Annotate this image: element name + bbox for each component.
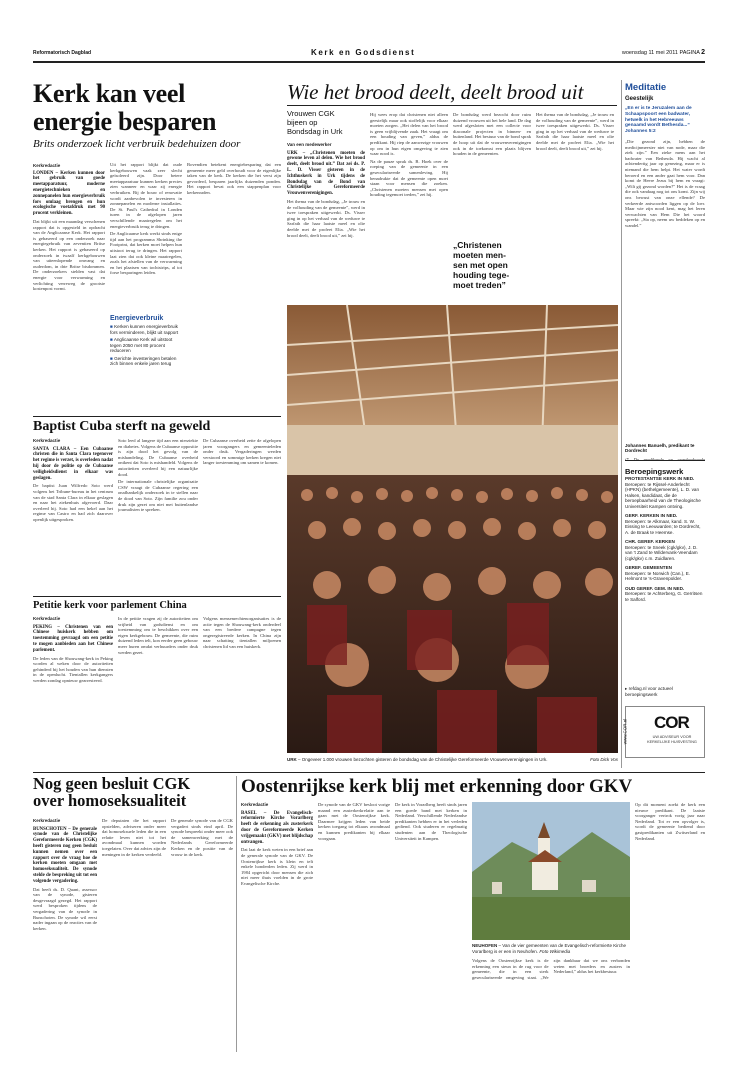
bullet-icon: ■ — [110, 324, 115, 329]
cor-ad-logo: COR — [654, 713, 689, 732]
energy-box-item — [110, 337, 182, 354]
energy-title — [33, 80, 281, 136]
sidebar-divider — [621, 80, 622, 768]
austria-caption-label: NEUHOFEN — [472, 943, 498, 948]
cgk-col3 — [171, 818, 233, 1048]
urk-lead: URK – „Christenen moeten de gewone leven al delen. Wie het brood deelt, deelt brood uit.” Dat zei ds. P. L. D. Visser gisteren in de Ichthuskerk in Urk tijdens de Bondsdag van de Bond van Christelijke Gereformeerde Vrouwenverenigingen. — [287, 150, 365, 197]
cgk-tag: Kerkredactie — [33, 818, 61, 823]
cgk-lead: BUNSCHOTEN – De generale synode van de Christelijke Gereformeerde Kerken (CGK) heeft gisteren nog geen besluit kunnen nemen over een rapport over de vraag hoe de kerken moeten omgaan met homoseksualiteit. De synode stelde de bespreking uit tot een volgende vergadering. — [33, 826, 97, 884]
energy-box-item — [110, 356, 182, 367]
cgk-divider — [236, 776, 237, 1052]
energy-box — [110, 315, 281, 375]
china-top-rule — [33, 596, 281, 597]
energy-body2: Uit het rapport blijkt dat oude kerkgebouwen vaak zeer slecht geïsoleerd zijn. Door betere meetapparatuur kunnen kerken precies zien wanneer en waar zij energie verbruiken. Bij de bouw of renovatie wordt aanbevolen te investeren in zonnepanelen en moderne installaties. De St. Paul's Cathedral in Londen turen in de afgelopen jaren verschillende maatregelen om het energieverbruik terug te dringen. — [110, 162, 182, 229]
beroepingswerk-text: Beroepen: te Alkmaar, kand. S. W. Eissing te Leeuwarden; te Dordrecht, A. de Braak te Heemse. — [625, 518, 701, 535]
beroepingswerk-denom: OUD GEREF. GEM. IN NED. — [625, 585, 685, 591]
urk-standfirst — [287, 109, 362, 136]
austria-col4 — [472, 958, 630, 1048]
page-label: PAGINA — [679, 50, 700, 56]
cgk-col2 — [102, 818, 166, 1048]
austria-body5: Op dit moment zoekt de kerk een nieuwe predikant. De laatste voorganger vertrok vorig jaar naar Nederland. Tot er een opvolger is, wordt de gemeente bediend door gastpredikanten uit Zwitserland en Nederland. — [635, 802, 705, 841]
austria-col3 — [395, 802, 467, 1048]
china-body1: De leden van de Shouwang-kerk in Peking worden al weken door de autoriteiten gehinderd bij het houden van hun diensten in de openlucht. Tientallen kerkgangers werden zondag opnieuw gearresteerd. — [33, 655, 113, 683]
pull-quote-line3: sen met open — [453, 260, 508, 270]
austria-lead: BASEL – De Evangelisch-reformierte Kirche Vorarlberg heeft de erkenning als zusterkerk door de Gereformeerde Kerken vrijgemaakt (GKV) met blijdschap ontvangen. — [241, 810, 313, 845]
page-date — [622, 49, 705, 56]
masthead — [33, 47, 705, 59]
energy-box-title: Energieverbruik — [110, 315, 164, 322]
austria-body4: Volgens de Oostenrijkse kerk is de erkenning een steun in de rug voor de gemeente, die in een sterk geseculariseerde omgeving staat. „We zijn dankbaar dat we ons verbonden weten met broeders en zusters in Nederland,” aldus het kerkbestuur. — [472, 958, 630, 980]
austria-body2: De synode van de GKV besloot vorige maand een zusterkerkrelatie aan te gaan met de Oostenrijkse kerk. Daarmee krijgen leden van beide kerken toegang tot elkaars avondmaal en kunnen predikanten bij elkaar voorgaan. — [318, 802, 390, 841]
austria-photo-image — [472, 802, 630, 940]
cgk-title — [33, 775, 233, 809]
china-title: Petitie kerk voor parlement China — [33, 600, 187, 611]
austria-title: Oostenrijkse kerk blij met erkenning door GKV — [241, 776, 633, 797]
cuba-body2: Soto leed al langere tijd aan een nierziekte en diabetes. Volgens de Cubaanse oppositie is zijn dood het gevolg van de mishandeling. De Cubaanse overheid ontkent dat Soto is mishandeld. Volgens de autoriteiten overleed hij een natuurlijke dood. — [118, 438, 198, 477]
beroepingswerk-item — [625, 565, 705, 582]
beroepingswerk-denom: GEREF. GEMEENTEN — [625, 565, 672, 570]
meditatie-author: Johannes Banuelh, predikant te Dordrecht — [625, 442, 695, 453]
meditatie-subhead: Geestelijk — [625, 96, 654, 102]
pull-quote-line1: „Christenen — [453, 240, 502, 250]
urk-standfirst-line2: bijeen op — [287, 118, 318, 127]
cuba-tag: Kerkredactie — [33, 438, 61, 443]
beroepingswerk-text: Beroepen: te Sneek (cgk/gkv), J. D. van 't Zand te Wildervank-Veendam (cgk/gkv) c.m. Zuidlaren. — [625, 544, 698, 561]
energy-col3 — [187, 162, 281, 312]
cor-ad-url: www.COR.nl — [622, 718, 628, 745]
china-tag: Kerkredactie — [33, 616, 61, 621]
beroepingswerk-denom: CHR. GEREF. KERKEN — [625, 539, 675, 544]
beroepingswerk-text: Beroepen: te Achterberg, G. Gerritsen te Salford. — [625, 591, 703, 602]
urk-col1 — [287, 142, 365, 297]
meditatie-quote: „En er is te Jeruzalem aan de Schaapspoort een badwater, hetwelk in het Hebreeuws genaamd wordt Bethesda...” Johannes 5:2 — [625, 106, 692, 135]
urk-title-rule — [287, 105, 617, 106]
energy-box-item — [110, 324, 182, 335]
energy-tag: Kerkredactie — [33, 163, 61, 168]
beroepingswerk-text: Beroepen: te Rijssel-Anderlecht (HPKN) (bethelgemeente), L. D. van Halsen, kandidaat, die de beroepbaarheid van de Theologische Universiteit Kampen ontving. — [625, 481, 701, 509]
meditatie-head: Meditatie — [625, 82, 667, 93]
urk-body4: De bondsdag werd bezocht door ruim duizend vrouwen uit het hele land. De dag werd afgesloten met een collecte voor diaconale projecten in binnen- en buitenland. Het bestuur van de bond sprak de hoop uit dat de vrouwenverenigingen ook in de toekomst een plaats blijven houden in de gemeenten. — [453, 112, 531, 157]
cuba-body3: De internationale christelijke organisatie CSW vraagt de Cubaanse regering een onafhankelijk onderzoek in te stellen naar de dood van Soto. Zijn familie zou onder druk zijn gezet om niet met buitenlandse journalisten te spreken. — [118, 479, 198, 513]
cuba-col2 — [118, 438, 198, 588]
header-rule — [33, 61, 705, 63]
urk-tag: Van een medewerker — [287, 142, 332, 147]
urk-body3: Na de pauze sprak ds. B. Hoek over de roeping van de gemeente in een geseculariseerde samenleving. Hij benadrukte dat de gemeente open moet staan voor mensen die zoeken. „Christenen moeten mensen met open houding tegemoet treden,” zei hij. — [370, 158, 448, 198]
urk-caption-label: URK — [287, 757, 297, 762]
beroepingswerk-item — [625, 586, 705, 603]
china-col1 — [33, 616, 113, 764]
cuba-body4: De Cubaanse overheid zette de afgelopen jaren voorgangers en gemeenteleden onder druk. Vergaderingen werden verstoord en sommige kerken kregen niet langer toestemming om samen te komen. — [203, 438, 281, 466]
pull-quote-line5: moet treden” — [453, 280, 506, 290]
meditatie-body: „Die gezond zijn, hebben de medicijnmeester niet van node, maar die ziek zijn.” Een zieke mens aan het badwater van Bethesda. Hij wacht al achtendertig jaar op genezing, maar er is niemand die hem helpt. Het water wordt beroerd en een ander gaat hem voor. Dan komt de Heere Jezus bij hem en vraagt: „Wilt gij gezond worden?” Het is de vraag die ook vandaag nog tot ons komt. Zijn wij ons bewust van onze ellende? De verkeerde antwoorden liggen op de loer. Maar wie zijn nood kent, mag het leren verwachten van Hem Die het woord spreekt: „Sta op, neem uw beddeken op en wandel.” — [625, 138, 705, 228]
energy-box-item-text: Anglicaanse Kerk wil uitstoot tegen 2050 met 80 procent reduceren — [110, 337, 173, 353]
beroepingswerk-denom: PROTESTANTSE KERK IN NED. — [625, 476, 695, 481]
urk-photo-credit: Foto Dick Vos — [590, 757, 618, 762]
austria-photo — [472, 802, 630, 940]
date-text: woensdag 11 mei 2011 — [621, 50, 678, 56]
austria-col1 — [241, 802, 313, 1048]
energy-title-line1: Kerk kan veel — [33, 79, 186, 108]
energy-box-item-text: Gerichte investeringen betalen zich binnen enkele jaren terug — [110, 355, 177, 366]
urk-body5: Het thema van de bondsdag, „Je trouw en de volhouding van de gemeente”, werd in twee toespraken uitgewerkt. Ds. Visser ging in op het verhaal van de weduwe te Sarfath die haar laatste meel en olie deelde met de profeet Elia. „Wie het brood deelt, deelt brood uit,” zei hij. — [536, 112, 614, 151]
beroepingswerk-text: Beroepen: te Norwich (Can.), E. Helmont te 's-Gravenpolder. — [625, 570, 691, 581]
china-col3 — [203, 616, 281, 764]
beroepingswerk-header — [625, 460, 705, 476]
energy-title-line2: energie besparen — [33, 107, 217, 136]
energy-box-list — [110, 324, 182, 367]
cor-ad[interactable] — [622, 706, 705, 758]
urk-photo-image — [287, 305, 618, 753]
beroepingswerk-item — [625, 513, 705, 535]
beroepingswerk-head: Beroepingswerk — [625, 467, 684, 476]
link-icon: ▸ — [625, 686, 629, 691]
china-col2 — [118, 616, 198, 764]
beroepingswerk — [622, 460, 705, 760]
urk-title: Wie het brood deelt, deelt brood uit — [287, 80, 584, 104]
austria-tag: Kerkredactie — [241, 802, 269, 807]
meditatie — [625, 82, 705, 522]
urk-body1: Het thema van de bondsdag, „Je trouw en de volhouding van de gemeente”, werd in twee toespraken uitgewerkt. Ds. Visser ging in op het verhaal van de weduwe te Sarfath die haar laatste meel en olie deelde met de profeet Elia. „Wie het brood deelt, deelt brood uit,” zei hij. — [287, 198, 365, 238]
cuba-body1: De baptist Juan Wilfredo Soto werd volgens het Tribune-bureau in het centrum van de stad Santa Clara in elkaar geslagen en naar het ziekenhuis afgevoerd. Daar overleed hij. Soto had een hekel aan het regime van Castro en had zich daarover openlijk uitgesproken. — [33, 483, 113, 522]
page-number: 2 — [701, 49, 705, 56]
cuba-top-rule — [33, 416, 281, 417]
cgk-title-line2: over homoseksualiteit — [33, 791, 187, 810]
pull-quote-line2: moeten men- — [453, 250, 506, 260]
cuba-lead: SANTA CLARA – Een Cubaanse christen die in Santa Clara tegenover het regime is verzet, is overleden nadat hij door de politie op de Cubaanse veiligheidsdienst in elkaar was geslagen. — [33, 446, 113, 481]
urk-caption — [287, 757, 618, 763]
energy-col1 — [33, 157, 105, 377]
cuba-col3 — [203, 438, 281, 588]
cgk-title-line1: Nog geen besluit CGK — [33, 774, 191, 793]
bullet-icon: ■ — [110, 337, 114, 342]
paper-name: Reformatorisch Dagblad — [33, 50, 92, 56]
energy-body3: De Anglicaanse kerk werkt sinds enige tijd aan het programma Shrinking the Footprint, dat kerken moet helpen hun uitstoot terug te dringen. Het rapport laat zien dat ook kleine maatregelen, zoals het afstellen van de verwarming en het plaatsen van tochtstrips, al tot forse besparingen leiden. — [110, 231, 182, 276]
austria-caption — [472, 943, 630, 954]
energy-body4: Bovendien betekent energiebesparing dat een gemeente meer geld overhoudt voor de eigenlijke taken van de kerk. De kerken die het verst zijn gevorderd, besparen jaarlijks duizenden ponden. Het rapport bevat ook een stappenplan voor kerkenraden. — [187, 162, 281, 195]
austria-col5 — [635, 802, 705, 1048]
china-lead: PEKING – Christenen van een Chinese huiskerk hebben om toestemming gevraagd om een petitie te mogen aanbieden aan het Chinese parlement. — [33, 624, 113, 653]
austria-photo-credit: Foto Wikimedia — [539, 948, 571, 954]
energy-body1: Dat blijkt uit een maandag verschenen rapport dat is opgesteld in opdracht van de Anglicaanse Kerk. Het rapport is gebaseerd op een onderzoek naar energiegebruik van zeventien Britse kerken. Het rapport is gebaseerd op onderzoek in twaalf kerkgebouwen van uiteenlopende omvang en ouderdom, in drie Britse bisdommen. De onderzoekers stelden vast dat energie voor verwarming en verlichting verreweg de grootste kostenpost vormt. — [33, 218, 105, 292]
cgk-col1 — [33, 818, 97, 1048]
urk-standfirst-line3: Bondsdag in Urk — [287, 127, 343, 136]
urk-caption-text: – Ongeveer 1.000 vrouwen bezochten gisteren de bondsdag van de Christelijke Gereformeerde Vrouwenverenigingen in Urk. — [298, 757, 548, 762]
cuba-col1 — [33, 438, 113, 588]
beroepingswerk-link-text: refdag.nl voor actueel beroepingswerk — [625, 686, 673, 697]
austria-body1: Dat laat de kerk weten in een brief aan de generale synode van de GKV. De Oostenrijkse kerk is klein en telt enkele honderden leden. Zij werd in 1984 opgericht door mensen die zich niet meer thuis voelden in de grote Evangelische Kirche. — [241, 847, 313, 886]
cgk-body1: Dat heeft ds. D. Quant, assessor van de synode, gisteren desgevraagd gezegd. Het rapport werd besproken tijdens de vergadering van de synode in Bunschoten. De synode wil eerst nader ingaan op de reacties van de kerken. — [33, 886, 97, 931]
beroepingswerk-item — [625, 476, 705, 509]
cgk-body3: De generale synode van de CGK vergadert sinds eind april. De synode bespreekt onder meer ook de samenwerking met de Nederlands Gereformeerde Kerken en de positie van de vrouw in de kerk. — [171, 818, 233, 857]
bullet-icon: ■ — [110, 355, 115, 361]
beroepingswerk-link[interactable] — [625, 686, 705, 697]
beroepingswerk-item — [625, 539, 705, 561]
cor-ad-tagline: UW ADVISEUR VOOR KERKELIJKE HUISVESTING — [647, 735, 697, 744]
urk-col4 — [536, 112, 614, 297]
urk-photo — [287, 305, 618, 753]
china-body3: Volgens mensenrechtenorganisaties is de actie tegen de Shouwang-kerk onderdeel van een bredere campagne tegen ongeregistreerde kerken. In China zijn naar schatting tientallen miljoenen christenen lid van een huiskerk. — [203, 616, 281, 649]
energy-subtitle: Brits onderzoek licht verbruik bedehuizen door — [33, 138, 241, 150]
austria-body3: De kerk in Vorarlberg heeft sinds jaren een goede band met kerken in Nederland. Verschillende Nederlandse predikanten hebben er in het verleden gediend. Ook studeren er regelmatig studenten aan de Theologische Universiteit in Kampen. — [395, 802, 467, 841]
energy-lead: LONDEN – Kerken kunnen door het gebruik van goede meetapparatuur, moderne energietechnieken en zonnepanelen hun energieverbruik fors omlaag brengen en hun ecologische voetafdruk met 90 procent verkleinen. — [33, 170, 105, 217]
cuba-title: Baptist Cuba sterft na geweld — [33, 419, 211, 434]
austria-col2 — [318, 802, 390, 1048]
austria-caption-text: – Van de vier gemeenten van de Evangelisch-reformierte Kirche Vorarlberg is er een in Neuhofen. — [472, 943, 627, 954]
cgk-body2: De deputaten die het rapport opstelden, adviseren onder meer dat homoseksuele leden die in een relatie leven niet tot het avondmaal kunnen worden toegelaten. Over dat advies zijn de meningen in de kerken verdeeld. — [102, 818, 166, 857]
section-title: Kerk en Godsdienst — [311, 48, 416, 57]
urk-col2 — [370, 112, 448, 297]
urk-body2: Hij wees erop dat christenen niet alleen geestelijk maar ook stoffelijk voor elkaar moeten zorgen. „Het delen van het brood is geen vrijblijvende zaak. Het vraagt om een houding van geven,” aldus de predikant. Hij riep de aanwezige vrouwen op om in hun eigen omgeving te zien waar nood is. — [370, 112, 448, 157]
urk-standfirst-line1: Vrouwen CGK — [287, 109, 335, 118]
china-body2: In de petitie vragen zij de autoriteiten om vrijheid van godsdienst en om toestemming om te beschikken over een eigen kerkgebouw. De gemeente, die ruim duizend leden telt, kon eerder geen gebouw meer huren omdat verhuurders onder druk werden gezet. — [118, 616, 198, 655]
beroepingswerk-denom: GERF. KERKEN IN NED. — [625, 513, 678, 518]
energy-box-item-text: Kerken kunnen energieverbruik fors verminderen, blijkt uit rapport — [110, 324, 179, 335]
lower-rule — [33, 772, 705, 773]
pull-quote-line4: houding tege- — [453, 270, 510, 280]
urk-pull-quote — [453, 240, 531, 290]
beroepingswerk-list — [625, 476, 705, 686]
